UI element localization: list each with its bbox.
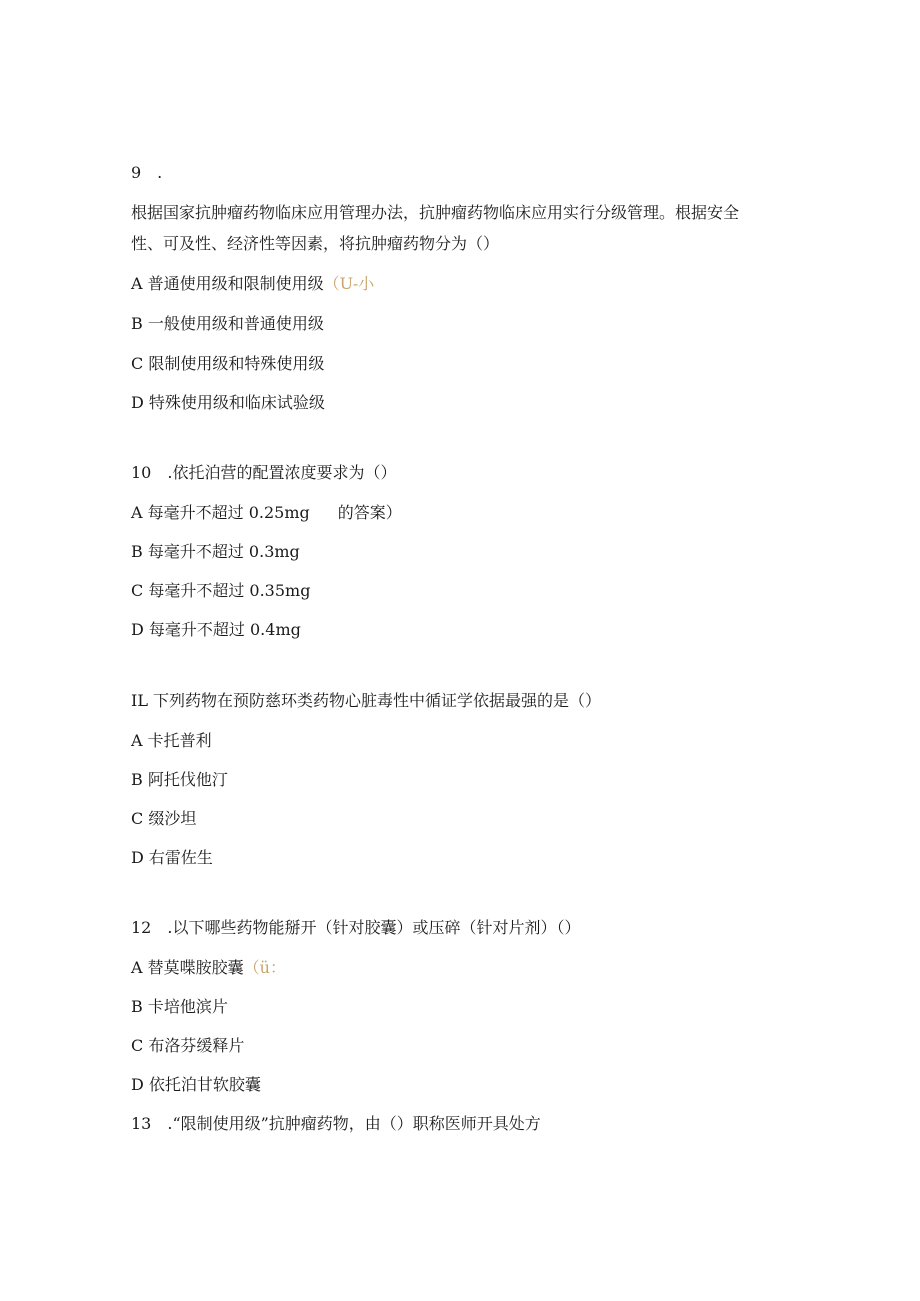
question-10-option-a [131, 503, 402, 523]
question-11-option-a: A 卡托普利 [131, 731, 212, 750]
question-9-stem-line-1: 根据国家抗肿瘤药物临床应用管理办法，抗肿瘤药物临床应用实行分级管理。根据安全 [131, 203, 740, 222]
question-11-option-b: B 阿托伐他汀 [131, 770, 228, 789]
question-11-stem: IL 下列药物在预防慈环类药物心脏毒性中循证学依据最强的是（） [131, 691, 602, 710]
question-13-stem: 13 .“限制使用级”抗肿瘤药物，由（）职称医师开具处方 [131, 1114, 541, 1133]
question-9-option-a [131, 274, 374, 294]
option-text: A 每毫升不超过 0.25mg [131, 503, 310, 522]
question-10-option-b: B 每毫升不超过 0.3mg [131, 542, 300, 561]
question-9-option-d: D 特殊使用级和临床试验级 [131, 393, 325, 412]
handwritten-note: （ü： [243, 958, 286, 977]
question-12-option-c: C 布洛芬缓释片 [131, 1036, 245, 1055]
handwritten-note: （U-小 [323, 274, 375, 293]
question-9-option-c: C 限制使用级和特殊使用级 [131, 354, 325, 373]
question-10-stem: 10 .依托泊营的配置浓度要求为（） [131, 463, 397, 482]
option-text: A 替莫喋胺胶囊 [131, 958, 244, 977]
question-9-stem-line-2: 性、可及性、经济性等因素，将抗肿瘤药物分为（） [131, 234, 500, 253]
question-12-option-b: B 卡培他滨片 [131, 997, 228, 1016]
question-9-option-b: B 一般使用级和普通使用级 [131, 314, 324, 333]
question-11-option-d: D 右雷佐生 [131, 848, 213, 867]
question-11-option-c: C 缀沙坦 [131, 809, 197, 828]
question-12-option-a [131, 958, 286, 978]
question-12-stem: 12 .以下哪些药物能掰开（针对胶囊）或压碎（针对片剂）（） [131, 918, 581, 937]
question-10-option-d: D 每毫升不超过 0.4mg [131, 620, 301, 639]
question-10-option-c: C 每毫升不超过 0.35mg [131, 581, 311, 600]
question-9-number: 9 . [131, 163, 163, 182]
overlay-note: 的答案） [337, 503, 402, 522]
option-text: A 普通使用级和限制使用级 [131, 274, 324, 293]
question-12-option-d: D 依托泊甘软胶囊 [131, 1075, 261, 1094]
